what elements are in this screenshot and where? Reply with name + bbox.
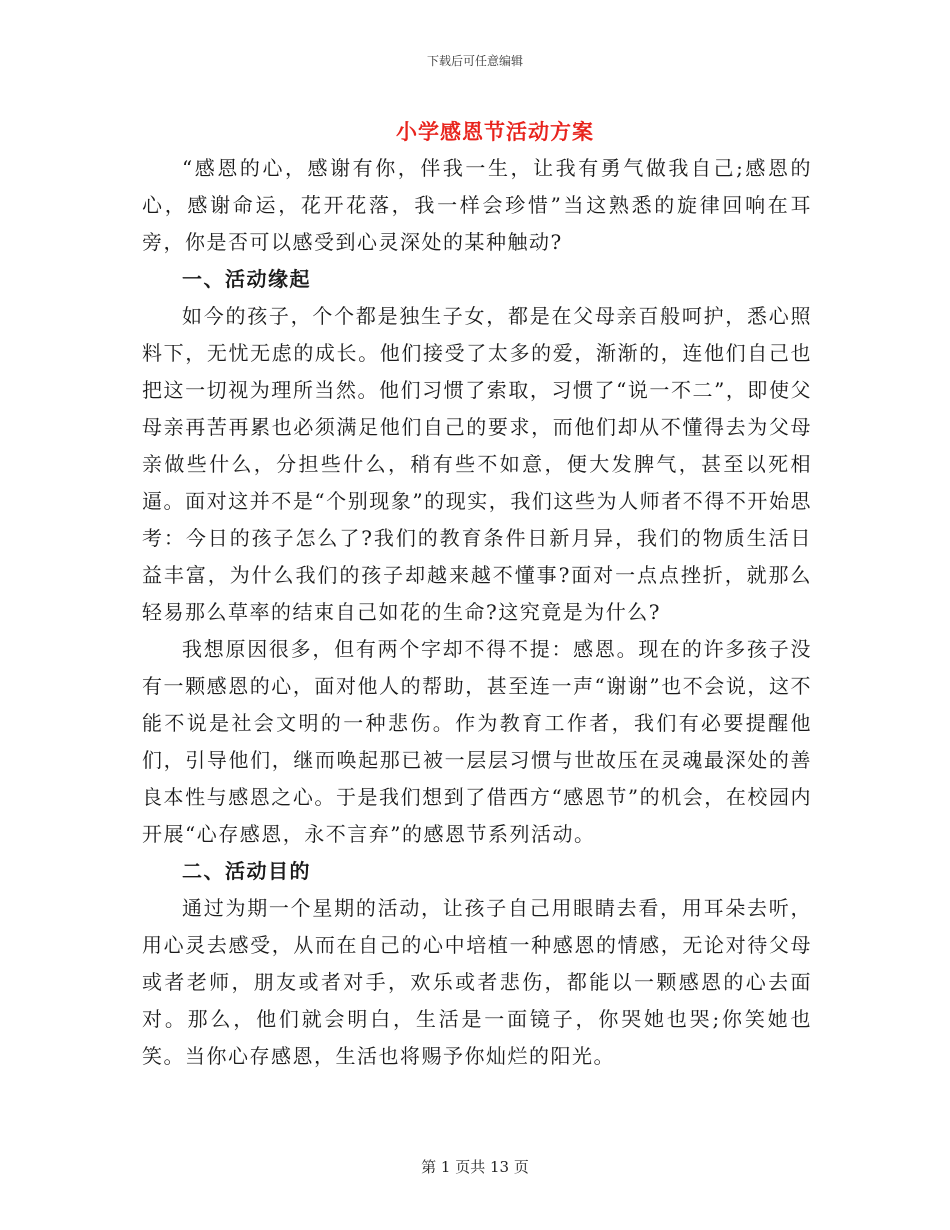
header-note: 下载后可任意编辑	[426, 54, 523, 68]
origin-paragraph-1: 如今的孩子，个个都是独生子女，都是在父母亲百般呵护，悉心照料下，无忧无虑的成长。他们接受了太多的爱，渐渐的，连他们自己也把这一切视为理所当然。他们习惯了索取，习惯了“说一不二”，即使父母亲再苦再累也必须满足他们自己的要求，而他们却从不懂得去为父母亲做些什么，分担些什么，稍有些不如意，便大发脾气，甚至以死相逼。面对这并不是“个别现象”的现实，我们这些为人师者不得不开始思考：今日的孩子怎么了?我们的教育条件日新月异，我们的物质生活日益丰富，为什么我们的孩子却越来越不懂事?面对一点点挫折，就那么轻易那么草率的结束自己如花的生命?这究竟是为什么?	[142, 304, 812, 624]
purpose-paragraph-1: 通过为期一个星期的活动，让孩子自己用眼睛去看，用耳朵去听，用心灵去感受，从而在自己的心中培植一种感恩的情感，无论对待父母或者老师，朋友或者对手，欢乐或者悲伤，都能以一颗感恩的心去面对。那么，他们就会明白，生活是一面镜子，你哭她也哭;你笑她也笑。当你心存感恩，生活也将赐予你灿烂的阳光。	[142, 896, 812, 1068]
page-footer: 第 1 页共 13 页	[421, 1158, 529, 1176]
section-heading-purpose: 二、活动目的	[182, 859, 311, 883]
section-heading-origin: 一、活动缘起	[182, 267, 311, 291]
document-body	[142, 150, 812, 1075]
intro-paragraph: “感恩的心，感谢有你，伴我一生，让我有勇气做我自己;感恩的心，感谢命运，花开花落，我一样会珍惜”当这熟悉的旋律回响在耳旁，你是否可以感受到心灵深处的某种触动?	[142, 156, 812, 254]
page-title: 小学感恩节活动方案	[396, 120, 594, 144]
origin-paragraph-2: 我想原因很多，但有两个字却不得不提：感恩。现在的许多孩子没有一颗感恩的心，面对他人的帮助，甚至连一声“谢谢”也不会说，这不能不说是社会文明的一种悲伤。作为教育工作者，我们有必要提醒他们，引导他们，继而唤起那已被一层层习惯与世故压在灵魂最深处的善良本性与感恩之心。于是我们想到了借西方“感恩节”的机会，在校园内开展“心存感恩，永不言弃”的感恩节系列活动。	[142, 637, 812, 846]
